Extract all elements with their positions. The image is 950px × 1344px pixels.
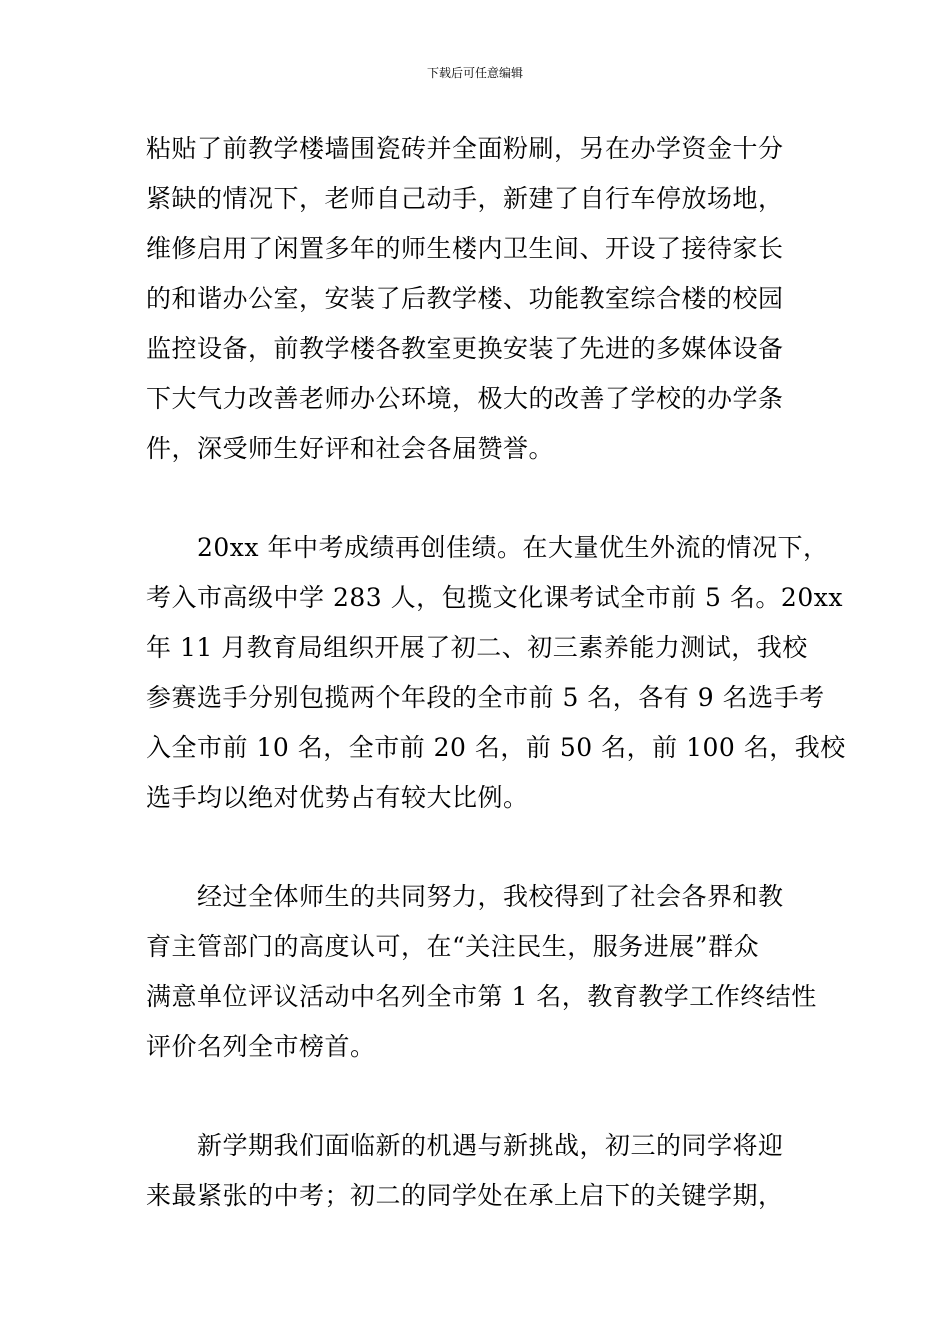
text-line: 考入市高级中学 283 人，包揽文化课考试全市前 5 名。20xx	[146, 583, 843, 612]
page-header: 下载后可任意编辑	[426, 66, 523, 80]
text-line: 参赛选手分别包揽两个年段的全市前 5 名，各有 9 名选手考	[146, 683, 825, 712]
text-line: 紧缺的情况下，老师自己动手，新建了自行车停放场地，	[146, 184, 784, 213]
text-line: 维修启用了闲置多年的师生楼内卫生间、开设了接待家长	[146, 234, 784, 263]
text-line: 粘贴了前教学楼墙围瓷砖并全面粉刷，另在办学资金十分	[146, 134, 784, 163]
paragraph-campus-improvements	[146, 124, 810, 474]
text-line: 满意单位评议活动中名列全市第 1 名，教育教学工作终结性	[146, 982, 817, 1011]
text-line: 入全市前 10 名，全市前 20 名，前 50 名，前 100 名，我校	[146, 733, 846, 762]
text-line: 下大气力改善老师办公环境，极大的改善了学校的办学条	[146, 384, 784, 413]
text-line: 来最紧张的中考；初二的同学处在承上启下的关键学期，	[146, 1181, 784, 1210]
paragraph-exam-results	[146, 523, 846, 823]
text-line: 年 11 月教育局组织开展了初二、初三素养能力测试，我校	[146, 633, 808, 662]
text-line: 的和谐办公室，安装了后教学楼、功能教室综合楼的校园	[146, 284, 784, 313]
paragraph-new-semester	[146, 1121, 810, 1221]
text-line: 件，深受师生好评和社会各届赞誉。	[146, 434, 555, 463]
text-line: 育主管部门的高度认可，在“关注民生，服务进展”群众	[146, 932, 760, 961]
paragraph-recognition	[146, 872, 817, 1072]
text-line: 选手均以绝对优势占有较大比例。	[146, 783, 529, 812]
text-line: 20xx 年中考成绩再创佳绩。在大量优生外流的情况下，	[146, 533, 829, 562]
text-line: 新学期我们面临新的机遇与新挑战，初三的同学将迎	[146, 1131, 784, 1160]
text-line: 经过全体师生的共同努力，我校得到了社会各界和教	[146, 882, 784, 911]
text-line: 监控设备，前教学楼各教室更换安装了先进的多媒体设备	[146, 334, 784, 363]
text-line: 评价名列全市榜首。	[146, 1032, 376, 1061]
